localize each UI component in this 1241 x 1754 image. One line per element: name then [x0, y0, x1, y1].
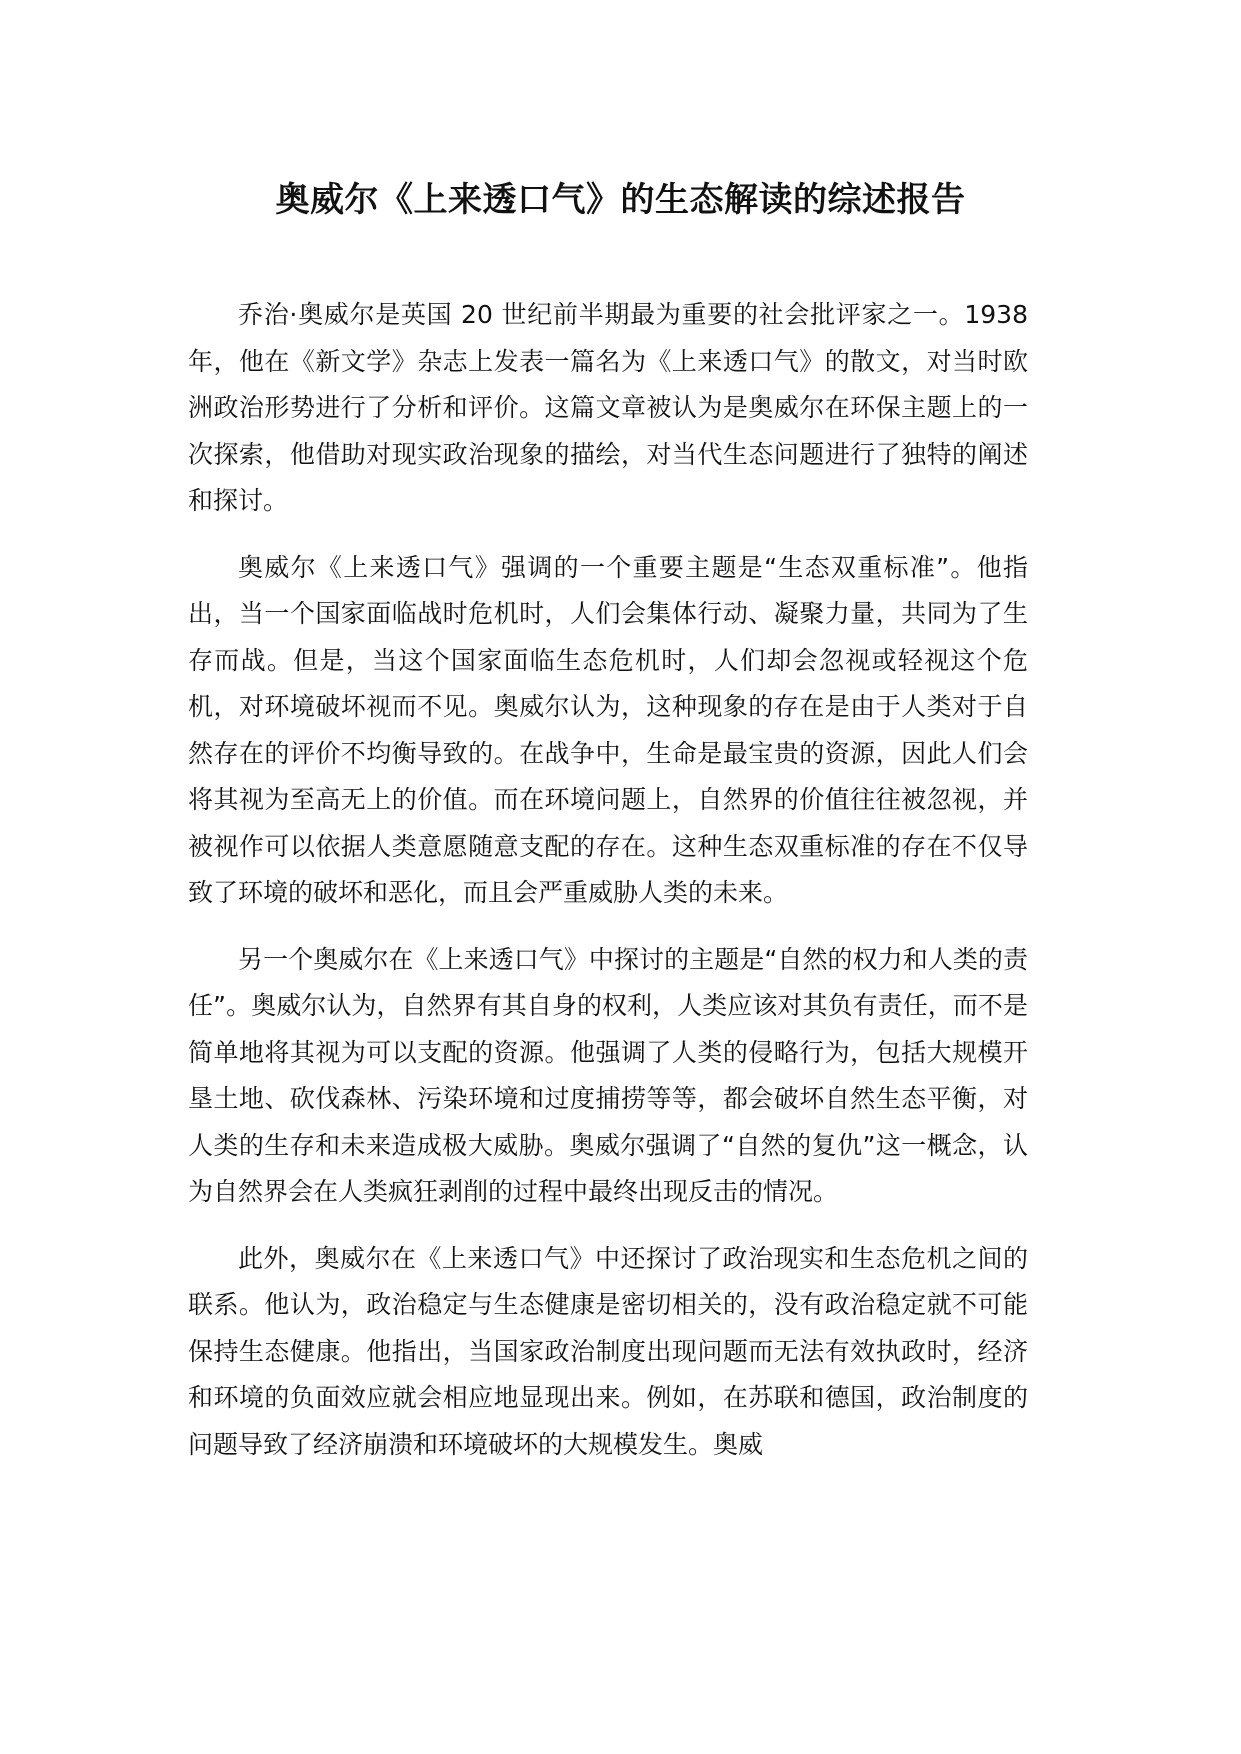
- document-body: [188, 292, 1028, 1488]
- document-title: 奥威尔《上来透口气》的生态解读的综述报告: [275, 180, 966, 220]
- paragraph-3: 另一个奥威尔在《上来透口气》中探讨的主题是“自然的权力和人类的责任”。奥威尔认为，自然界有其自身的权利，人类应该对其负有责任，而不是简单地将其视为可以支配的资源。他强调了人类的侵略行为，包括大规模开垦土地、砍伐森林、污染环境和过度捕捞等等，都会破坏自然生态平衡，对人类的生存和未来造成极大威胁。奥威尔强调了“自然的复仇”这一概念，认为自然界会在人类疯狂剥削的过程中最终出现反击的情况。: [188, 944, 1028, 1206]
- paragraph-4: 此外，奥威尔在《上来透口气》中还探讨了政治现实和生态危机之间的联系。他认为，政治稳定与生态健康是密切相关的，没有政治稳定就不可能保持生态健康。他指出，当国家政治制度出现问题而无法有效执政时，经济和环境的负面效应就会相应地显现出来。例如，在苏联和德国，政治制度的问题导致了经济崩溃和环境破坏的大规模发生。奥威: [188, 1243, 1028, 1459]
- paragraph-2: 奥威尔《上来透口气》强调的一个重要主题是“生态双重标准”。他指出，当一个国家面临战时危机时，人们会集体行动、凝聚力量，共同为了生存而战。但是，当这个国家面临生态危机时，人们却会忽视或轻视这个危机，对环境破坏视而不见。奥威尔认为，这种现象的存在是由于人类对于自然存在的评价不均衡导致的。在战争中，生命是最宝贵的资源，因此人们会将其视为至高无上的价值。而在环境问题上，自然界的价值往往被忽视，并被视作可以依据人类意愿随意支配的存在。这种生态双重标准的存在不仅导致了环境的破坏和恶化，而且会严重威胁人类的未来。: [188, 552, 1028, 907]
- paragraph-1: 乔治·奥威尔是英国 20 世纪前半期最为重要的社会批评家之一。1938 年，他在《新文学》杂志上发表一篇名为《上来透口气》的散文，对当时欧洲政治形势进行了分析和评价。这篇文章被认为是奥威尔在环保主题上的一次探索，他借助对现实政治现象的描绘，对当代生态问题进行了独特的阐述和探讨。: [188, 300, 1028, 515]
